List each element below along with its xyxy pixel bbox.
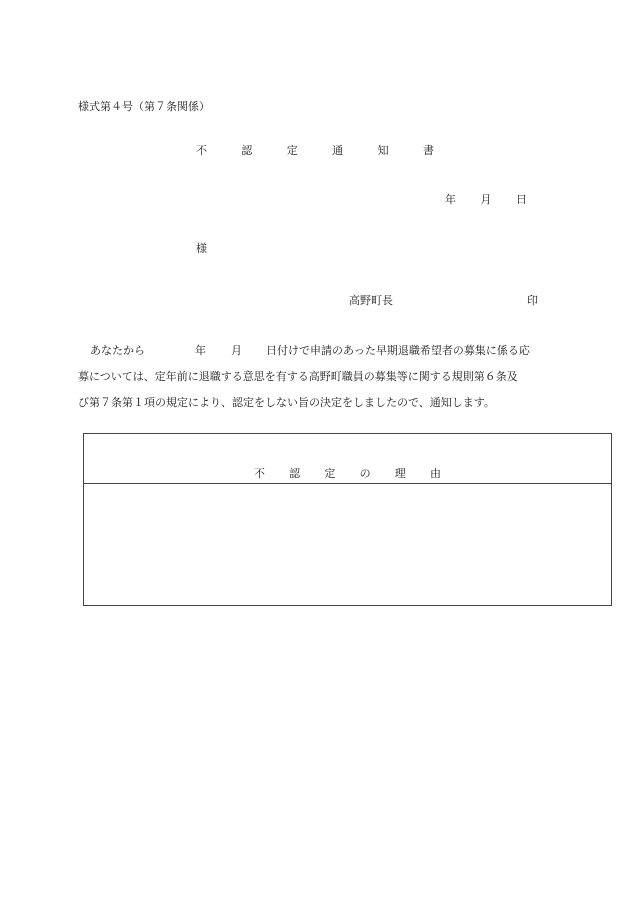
seal-mark: 印 xyxy=(527,294,538,307)
document-title xyxy=(196,144,434,158)
body-line1-rest: 日付けで申請のあった早期退職希望者の募集に係る応 xyxy=(266,344,530,357)
title-char: 書 xyxy=(422,144,434,157)
body-month-label: 月 xyxy=(231,344,242,357)
title-char: 知 xyxy=(377,144,389,157)
addressee-suffix: 様 xyxy=(196,242,207,255)
body-line-1 xyxy=(90,344,551,358)
reason-title-char: 理 xyxy=(394,467,406,480)
reason-title-char: 不 xyxy=(254,467,265,480)
title-char: 認 xyxy=(241,144,253,157)
reason-content-cell xyxy=(84,484,611,606)
reason-title-char: 定 xyxy=(324,467,336,480)
date-day-label: 日 xyxy=(516,193,527,206)
body-line-2: 募については、定年前に退職する意思を有する高野町職員の募集等に関する規則第６条及 xyxy=(78,370,518,383)
date-month-label: 月 xyxy=(480,193,492,206)
body-year-label: 年 xyxy=(195,344,206,357)
reason-title xyxy=(254,468,441,480)
reason-header-cell xyxy=(84,434,611,484)
reason-title-char: 由 xyxy=(429,467,441,480)
body-line-3: び第７条第１項の規定により、認定をしない旨の決定をしましたので、通知します。 xyxy=(78,396,495,409)
title-char: 通 xyxy=(332,144,344,157)
reason-title-char: 認 xyxy=(289,467,301,480)
reason-title-char: の xyxy=(359,467,371,480)
title-char: 不 xyxy=(196,144,207,157)
form-number: 様式第４号（第７条関係） xyxy=(78,100,210,113)
body-prefix: あなたから xyxy=(90,344,145,357)
reason-table xyxy=(83,433,612,606)
date-line xyxy=(445,193,527,207)
title-char: 定 xyxy=(286,144,298,157)
issuer-name: 高野町長 xyxy=(349,294,393,307)
date-year-label: 年 xyxy=(445,193,456,206)
